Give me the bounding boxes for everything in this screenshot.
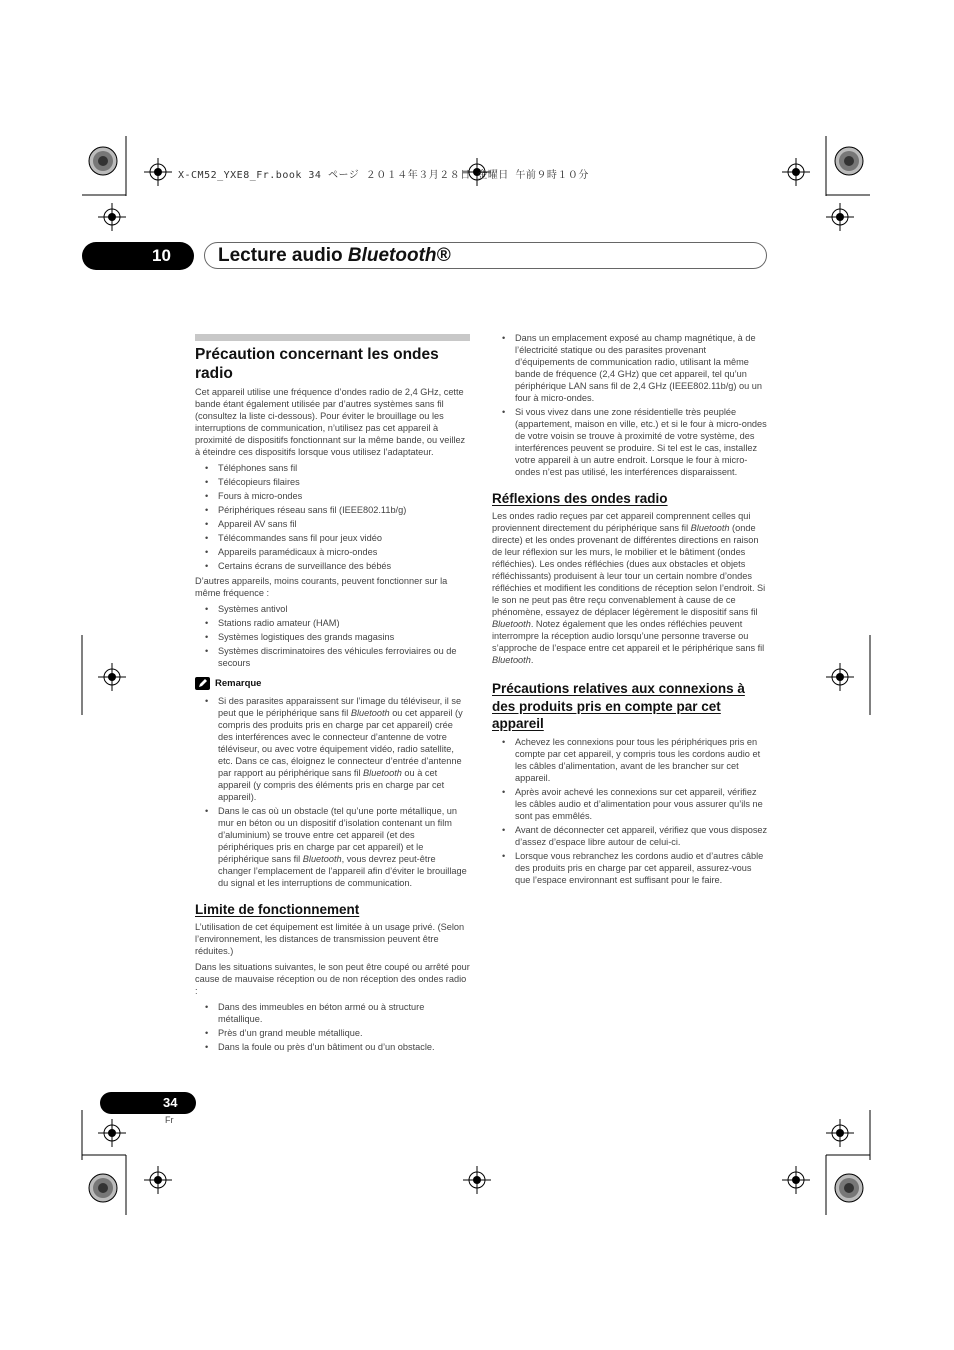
note-label: Remarque [215, 677, 262, 689]
text-italic: Bluetooth [492, 655, 531, 665]
list-item: • Après avoir achevé les connexions sur cet appareil, vérifiez les câbles audio et d’alimentation pour vous assurer qu’ils ne sont pas emmêlés. [515, 786, 768, 822]
section-divider-bar [195, 334, 470, 341]
chapter-number: 10 [152, 246, 171, 265]
page-language: Fr [165, 1115, 174, 1125]
list-item: • Lorsque vous rebranchez les cordons audio et d’autres câble des produits pris en charge par cet appareil, assurez-vous que l’espace environnant est suffisant pour le faire. [515, 850, 768, 886]
print-wheel-icon [835, 1174, 863, 1202]
crosshair-registration-icon [782, 1166, 810, 1194]
crosshair-registration-icon [782, 158, 810, 186]
text: (onde directe) et les ondes provenant de différentes directions en raison de leur réflexion sur les murs, le mobilier et le bâtiment (ondes réfléchies). Les ondes réfléchies (dues aux obstacles et objets réfléchissants) produisent à leur tour un certain nombre d’ondes réfléchies et modifient les conditions de réception selon l’endroit. Si le son ne peut pas être reçu convenablement à cause de ce phénomène, essayez de déplacer légèrement le dispositif sans fil [492, 523, 766, 617]
paragraph-limit-2: Dans les situations suivantes, le son peut être coupé ou arrêté pour cause de mauvaise réception ou de non réception des ondes radio : [195, 962, 470, 996]
list-item: • Systèmes discriminatoires des véhicules ferroviaires ou de secours [218, 645, 470, 669]
crosshair-registration-icon [826, 663, 854, 691]
text: Dans le cas où un obstacle (tel qu’une porte métallique, un mur en béton ou un dispositif d’isolation contenant un film d’aluminium) se trouve entre cet appareil (et des périphériques pris en charge par cet appareil) et le périphérique sans fil [218, 806, 458, 864]
page-number: 34 [163, 1095, 178, 1110]
list-item: • Stations radio amateur (HAM) [218, 617, 470, 629]
print-header-line: X-CM52_YXE8_Fr.book 34 ページ ２０１４年３月２８日 金曜日 午前９時１０分 [178, 170, 589, 181]
connections-list [492, 736, 768, 886]
section-heading-connections: Précautions relatives aux connexions à des produits pris en compte par cet appareil [492, 681, 745, 731]
situations-list [195, 1001, 470, 1053]
text-italic: Bluetooth [690, 523, 730, 533]
page-title-italic: Bluetooth® [347, 245, 451, 266]
page-number-tab [100, 1092, 196, 1114]
list-item [218, 805, 470, 889]
crosshair-registration-icon [98, 663, 126, 691]
list-item: • Appareils paramédicaux à micro-ondes [218, 546, 470, 558]
continued-list [492, 332, 768, 478]
paragraph-intro: Cet appareil utilise une fréquence d’ondes radio de 2,4 GHz, cette bande étant également utilisée par d’autres systèmes sans fil (consultez la liste ci-dessous). Pour éviter le brouillage ou les interruptions de communication, n’utilisez pas cet appareil à proximité de dispositifs fonctionnant sur la même bande, ou veillez à éteindre ces dispositifs lorsque vous utilisez l’adaptateur. [195, 387, 466, 457]
crosshair-registration-icon [98, 203, 126, 231]
paragraph-other-devices: D’autres appareils, moins courants, peuvent fonctionner sur la même fréquence : [195, 576, 448, 598]
section-heading-limit: Limite de fonctionnement [195, 902, 360, 917]
text: . Notez également que les ondes réfléchies peuvent interrompre la réception audio lorsqu’une personne traverse ou s’approche de l’espace entre cet appareil et le périphérique sans fil [492, 619, 765, 653]
note-header [195, 677, 470, 690]
list-item: • Dans la foule ou près d’un bâtiment ou d’un obstacle. [218, 1041, 470, 1053]
crosshair-registration-icon [144, 158, 172, 186]
text: Si des parasites apparaissent sur l’image du téléviseur, il se peut que le périphérique sans fil [218, 696, 462, 718]
list-item: • Fours à micro-ondes [218, 490, 470, 502]
text-italic: Bluetooth [302, 854, 342, 864]
right-column [492, 332, 768, 889]
section-heading-reflections: Réflexions des ondes radio [492, 491, 668, 506]
crosshair-registration-icon [463, 1166, 491, 1194]
page-title [218, 243, 451, 269]
crosshair-registration-icon [826, 203, 854, 231]
text-italic: Bluetooth [492, 619, 531, 629]
text: ou à cet appareil (y compris des éléments pris en charge par cet appareil). [218, 768, 445, 802]
list-item: • Téléphones sans fil [218, 462, 470, 474]
left-column [195, 334, 470, 1056]
text: Les ondes radio reçues par cet appareil comprennent celles qui proviennent directement du périphérique sans fil [492, 511, 751, 533]
list-item: • Achevez les connexions pour tous les périphériques pris en compte par cet appareil, y compris tous les cordons audio et les câbles d’alimentation, avant de les brancher sur cet appareil. [515, 736, 768, 784]
text: ou cet appareil (y compris des produits pris en charge par cet appareil) crée des interférences avec le connecteur d’antenne de votre téléviseur, ou avec votre équipement vidéo, radio satellite, etc. Dans ce cas, éloignez le connecteur d’entrée d’antenne par rapport au périphérique sans fil [218, 708, 463, 778]
list-item: • Périphériques réseau sans fil (IEEE802.11b/g) [218, 504, 470, 516]
list-item: • Télécommandes sans fil pour jeux vidéo [218, 532, 470, 544]
list-item: • Certains écrans de surveillance des bébés [218, 560, 470, 572]
text-italic: Bluetooth [363, 768, 402, 778]
list-item: • Dans un emplacement exposé au champ magnétique, à de l’électricité statique ou des parasites provenant d’équipements de communication radio, utilisant la même bande de fréquence (2,4 GHz) que cet appareil, tel qu’un périphérique LAN sans fil de 2,4 GHz (IEEE802.11b/g) ou un four à micro-ondes. [515, 332, 768, 404]
list-item: • Dans des immeubles en béton armé ou à structure métallique. [218, 1001, 470, 1025]
other-devices-list [195, 603, 470, 669]
list-item: • Près d’un grand meuble métallique. [218, 1027, 470, 1039]
crosshair-registration-icon [826, 1119, 854, 1147]
list-item: • Si vous vivez dans une zone résidentielle très peuplée (appartement, maison en ville, etc.) et si le four à micro-ondes de votre voisin se trouve à proximité de votre système, des interférences peuvent se produire. Si tel est le cas, installez votre appareil à un autre endroit. Lorsque le four à micro-ondes n’est pas utilisé, les interférences disparaissent. [515, 406, 768, 478]
page-title-plain: Lecture audio [218, 245, 348, 266]
list-item: • Avant de déconnecter cet appareil, vérifiez que vous disposez d’assez d’espace libre autour de celui-ci. [515, 824, 768, 848]
print-wheel-icon [89, 147, 117, 175]
note-pencil-icon [195, 677, 210, 690]
paragraph-limit-1: L’utilisation de cet équipement est limitée à un usage privé. (Selon l’environnement, les distances de transmission peuvent être réduites.) [195, 922, 465, 956]
text: , vous devrez peut-être changer l’emplacement de l’appareil afin d’éviter le brouillage du signal et les interruptions de communication. [218, 854, 467, 888]
list-item: • Systèmes antivol [218, 603, 470, 615]
crosshair-registration-icon [98, 1119, 126, 1147]
text-italic: Bluetooth [350, 708, 390, 718]
print-wheel-icon [835, 147, 863, 175]
list-item: • Télécopieurs filaires [218, 476, 470, 488]
list-item [218, 695, 470, 803]
devices-list [195, 462, 470, 572]
crosshair-registration-icon [144, 1166, 172, 1194]
text: . [530, 655, 534, 665]
list-item: • Appareil AV sans fil [218, 518, 470, 530]
section-heading-radio: Précaution concernant les ondes radio [195, 346, 439, 382]
paragraph-reflections [492, 510, 768, 666]
print-wheel-icon [89, 1174, 117, 1202]
note-list [195, 695, 470, 889]
list-item: • Systèmes logistiques des grands magasins [218, 631, 470, 643]
